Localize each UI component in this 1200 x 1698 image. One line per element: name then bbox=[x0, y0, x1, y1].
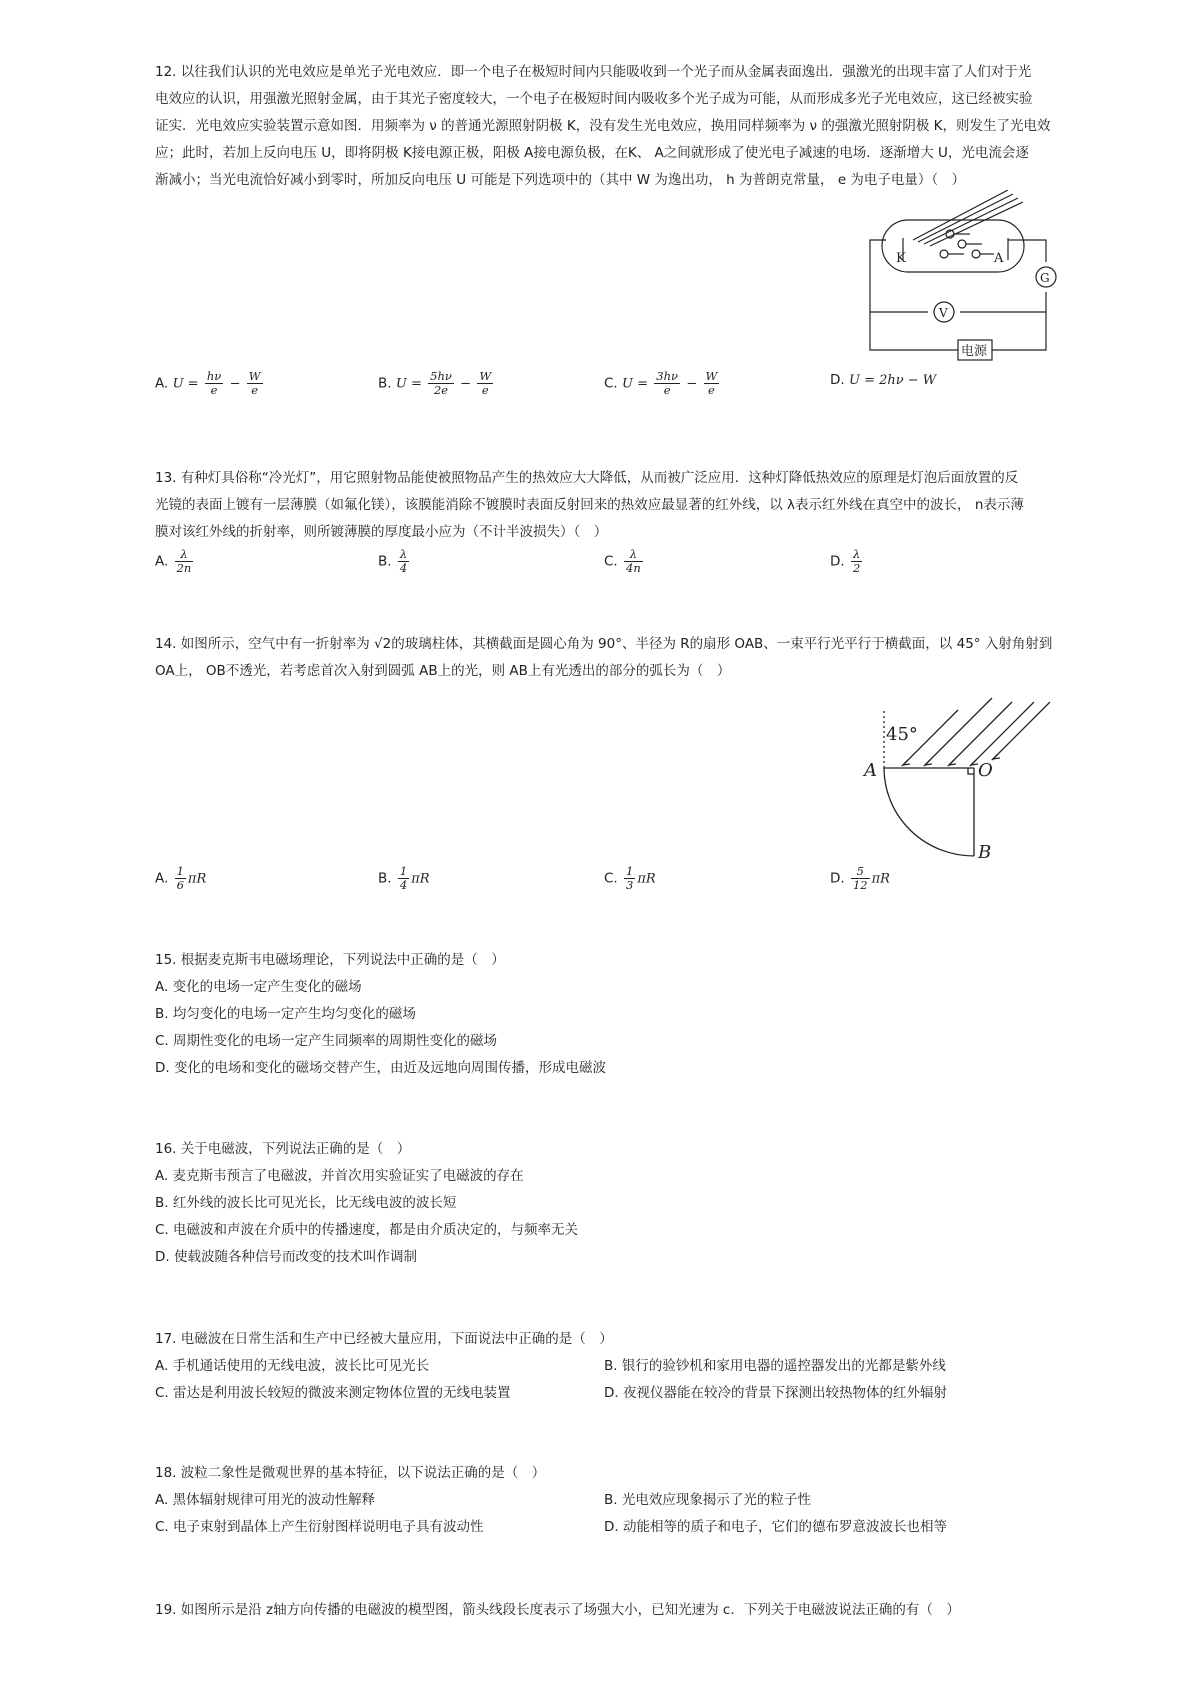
power-source-label: 电源 bbox=[961, 344, 988, 359]
q12-option-d[interactable]: D. U = 2hν − W bbox=[830, 372, 937, 388]
q14-line-1: 14. 如图所示，空气中有一折射率为 √2的玻璃柱体，其横截面是圆心角为 90°、半径为 R的扇形 OAB、一束平行光平行于横截面，以 45° 入射角射到 bbox=[155, 636, 1053, 652]
q14-option-a[interactable]: A. $\frac{1}{6}$ πR bbox=[155, 864, 207, 892]
voltmeter-label: V bbox=[939, 306, 948, 320]
q17-stem: 17. 电磁波在日常生活和生产中已经被大量应用，下面说法中正确的是（ ） bbox=[155, 1331, 613, 1347]
q12-option-c[interactable]: C. U = $\frac{3h\nu}{e}$ − $\frac{W}{e}$ bbox=[604, 369, 718, 397]
q14-option-d[interactable]: D. $\frac{5}{12}$ πR bbox=[830, 864, 890, 892]
q15-option-b[interactable]: B. 均匀变化的电场一定产生均匀变化的磁场 bbox=[155, 1006, 416, 1022]
q12-line-4: 应；此时，若加上反向电压 U，即将阴极 K接电源正极，阳极 A接电源负极，在K、 A之间就形成了使光电子减速的电场．逐渐增大 U，光电流会逐 bbox=[155, 145, 1029, 161]
q15-option-c[interactable]: C. 周期性变化的电场一定产生同频率的周期性变化的磁场 bbox=[155, 1033, 498, 1049]
galvanometer-label: G bbox=[1040, 271, 1050, 285]
point-o-label: O bbox=[978, 760, 993, 781]
point-b-label: B bbox=[978, 842, 992, 860]
q16-option-a[interactable]: A. 麦克斯韦预言了电磁波，并首次用实验证实了电磁波的存在 bbox=[155, 1168, 524, 1184]
q12-line-1: 12. 以往我们认识的光电效应是单光子光电效应．即一个电子在极短时间内只能吸收到一个光子而从金属表面逸出．强激光的出现丰富了人们对于光 bbox=[155, 64, 1032, 80]
label-k: K bbox=[896, 251, 906, 266]
q15-stem: 15. 根据麦克斯韦电磁场理论，下列说法中正确的是（ ） bbox=[155, 952, 505, 968]
photoelectric-circuit-diagram bbox=[858, 190, 1058, 365]
q19-stem: 19. 如图所示是沿 z轴方向传播的电磁波的模型图，箭头线段长度表示了场强大小，已知光速为 c．下列关于电磁波说法正确的有（ ） bbox=[155, 1602, 960, 1618]
q13-line-1: 13. 有种灯具俗称“冷光灯”，用它照射物品能使被照物品产生的热效应大大降低，从而被广泛应用．这种灯降低热效应的原理是灯泡后面放置的反 bbox=[155, 470, 1019, 486]
q12-line-2: 电效应的认识，用强激光照射金属，由于其光子密度较大，一个电子在极短时间内吸收多个光子成为可能，从而形成多光子光电效应，这已经被实验 bbox=[155, 91, 1033, 107]
q13-line-3: 膜对该红外线的折射率，则所镀薄膜的厚度最小应为（不计半波损失）（ ） bbox=[155, 524, 608, 540]
q18-option-a[interactable]: A. 黑体辐射规律可用光的波动性解释 bbox=[155, 1492, 376, 1508]
q14-line-2: OA上， OB不透光，若考虑首次入射到圆弧 AB上的光，则 AB上有光透出的部分的弧长为（ ） bbox=[155, 663, 731, 679]
q13-option-a[interactable]: A. $\frac{\lambda}{2n}$ bbox=[155, 547, 192, 575]
q16-stem: 16. 关于电磁波，下列说法正确的是（ ） bbox=[155, 1141, 411, 1157]
q18-stem: 18. 波粒二象性是微观世界的基本特征，以下说法正确的是（ ） bbox=[155, 1465, 546, 1481]
q17-option-a[interactable]: A. 手机通话使用的无线电波，波长比可见光长 bbox=[155, 1358, 430, 1374]
angle-label: 45° bbox=[886, 724, 918, 745]
q13-option-d[interactable]: D. $\frac{\lambda}{2}$ bbox=[830, 547, 861, 575]
q14-option-b[interactable]: B. $\frac{1}{4}$ πR bbox=[378, 864, 430, 892]
label-a: A bbox=[994, 251, 1004, 266]
q12-option-a[interactable]: A. U = $\frac{h\nu}{e}$ − $\frac{W}{e}$ bbox=[155, 369, 261, 397]
q17-option-c[interactable]: C. 雷达是利用波长较短的微波来测定物体位置的无线电装置 bbox=[155, 1385, 511, 1401]
q18-option-c[interactable]: C. 电子束射到晶体上产生衍射图样说明电子具有波动性 bbox=[155, 1519, 484, 1535]
q17-option-d[interactable]: D. 夜视仪器能在较冷的背景下探测出较热物体的红外辐射 bbox=[604, 1385, 947, 1401]
sector-glass-diagram bbox=[862, 680, 1062, 860]
q16-option-d[interactable]: D. 使载波随各种信号而改变的技术叫作调制 bbox=[155, 1249, 417, 1265]
q13-line-2: 光镜的表面上镀有一层薄膜（如氟化镁），该膜能消除不镀膜时表面反射回来的热效应最显著的红外线，以 λ表示红外线在真空中的波长， n表示薄 bbox=[155, 497, 1024, 513]
q13-option-c[interactable]: C. $\frac{\lambda}{4n}$ bbox=[604, 547, 641, 575]
q18-option-d[interactable]: D. 动能相等的质子和电子，它们的德布罗意波波长也相等 bbox=[604, 1519, 947, 1535]
q16-option-b[interactable]: B. 红外线的波长比可见光长，比无线电波的波长短 bbox=[155, 1195, 457, 1211]
q15-option-a[interactable]: A. 变化的电场一定产生变化的磁场 bbox=[155, 979, 362, 995]
q16-option-c[interactable]: C. 电磁波和声波在介质中的传播速度，都是由介质决定的，与频率无关 bbox=[155, 1222, 579, 1238]
q18-option-b[interactable]: B. 光电效应现象揭示了光的粒子性 bbox=[604, 1492, 811, 1508]
q12-line-3: 证实．光电效应实验装置示意如图．用频率为 ν 的普通光源照射阴极 K，没有发生光电效应，换用同样频率为 ν 的强激光照射阴极 K，则发生了光电效 bbox=[155, 118, 1051, 134]
q13-option-b[interactable]: B. $\frac{\lambda}{4}$ bbox=[378, 547, 408, 575]
q15-option-d[interactable]: D. 变化的电场和变化的磁场交替产生，由近及远地向周围传播，形成电磁波 bbox=[155, 1060, 606, 1076]
q14-option-c[interactable]: C. $\frac{1}{3}$ πR bbox=[604, 864, 656, 892]
point-a-label: A bbox=[864, 760, 877, 781]
q17-option-b[interactable]: B. 银行的验钞机和家用电器的遥控器发出的光都是紫外线 bbox=[604, 1358, 946, 1374]
q12-option-b[interactable]: B. U = $\frac{5h\nu}{2e}$ − $\frac{W}{e}$ bbox=[378, 369, 492, 397]
q12-line-5: 渐减小；当光电流恰好减小到零时，所加反向电压 U 可能是下列选项中的（其中 W 为逸出功， h 为普朗克常量， e 为电子电量）（ ） bbox=[155, 172, 966, 188]
